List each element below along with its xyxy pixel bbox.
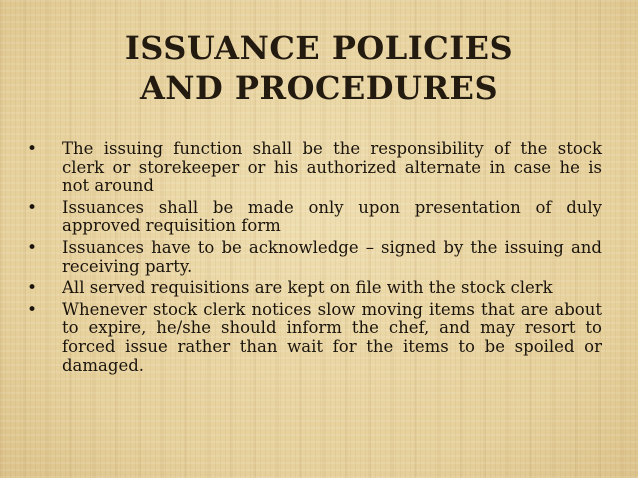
bullet-item bbox=[24, 140, 602, 196]
bullet-item bbox=[24, 301, 602, 375]
bullet-text: All served requisitions are kept on file with the stock clerk bbox=[62, 278, 553, 298]
bullet-text: Issuances have to be acknowledge – signed by the issuing and receiving party. bbox=[62, 237, 602, 276]
slide-title bbox=[0, 28, 638, 108]
bullet-list bbox=[24, 140, 602, 378]
bullet-item bbox=[24, 199, 602, 236]
slide-title-line-2: AND PROCEDURES bbox=[139, 69, 499, 107]
bullet-dot-icon: • bbox=[27, 197, 38, 218]
bullet-text: The issuing function shall be the responsibility of the stock clerk or storekeeper or his authorized alternate in case he is not around bbox=[62, 139, 602, 196]
bullet-text: Issuances shall be made only upon presentation of duly approved requisition form bbox=[62, 197, 602, 236]
bullet-item bbox=[24, 239, 602, 276]
bullet-dot-icon: • bbox=[27, 139, 38, 159]
bullet-item bbox=[24, 279, 602, 298]
bullet-dot-icon: • bbox=[27, 278, 38, 299]
slide-title-line-1: ISSUANCE POLICIES bbox=[124, 29, 514, 67]
bullet-dot-icon: • bbox=[27, 299, 38, 320]
bullet-text: Whenever stock clerk notices slow moving items that are about to expire, he/she should inform the chef, and may resort to forced issue rather than wait for the items to be spoiled or damaged. bbox=[62, 299, 602, 375]
bullet-dot-icon: • bbox=[27, 237, 38, 258]
